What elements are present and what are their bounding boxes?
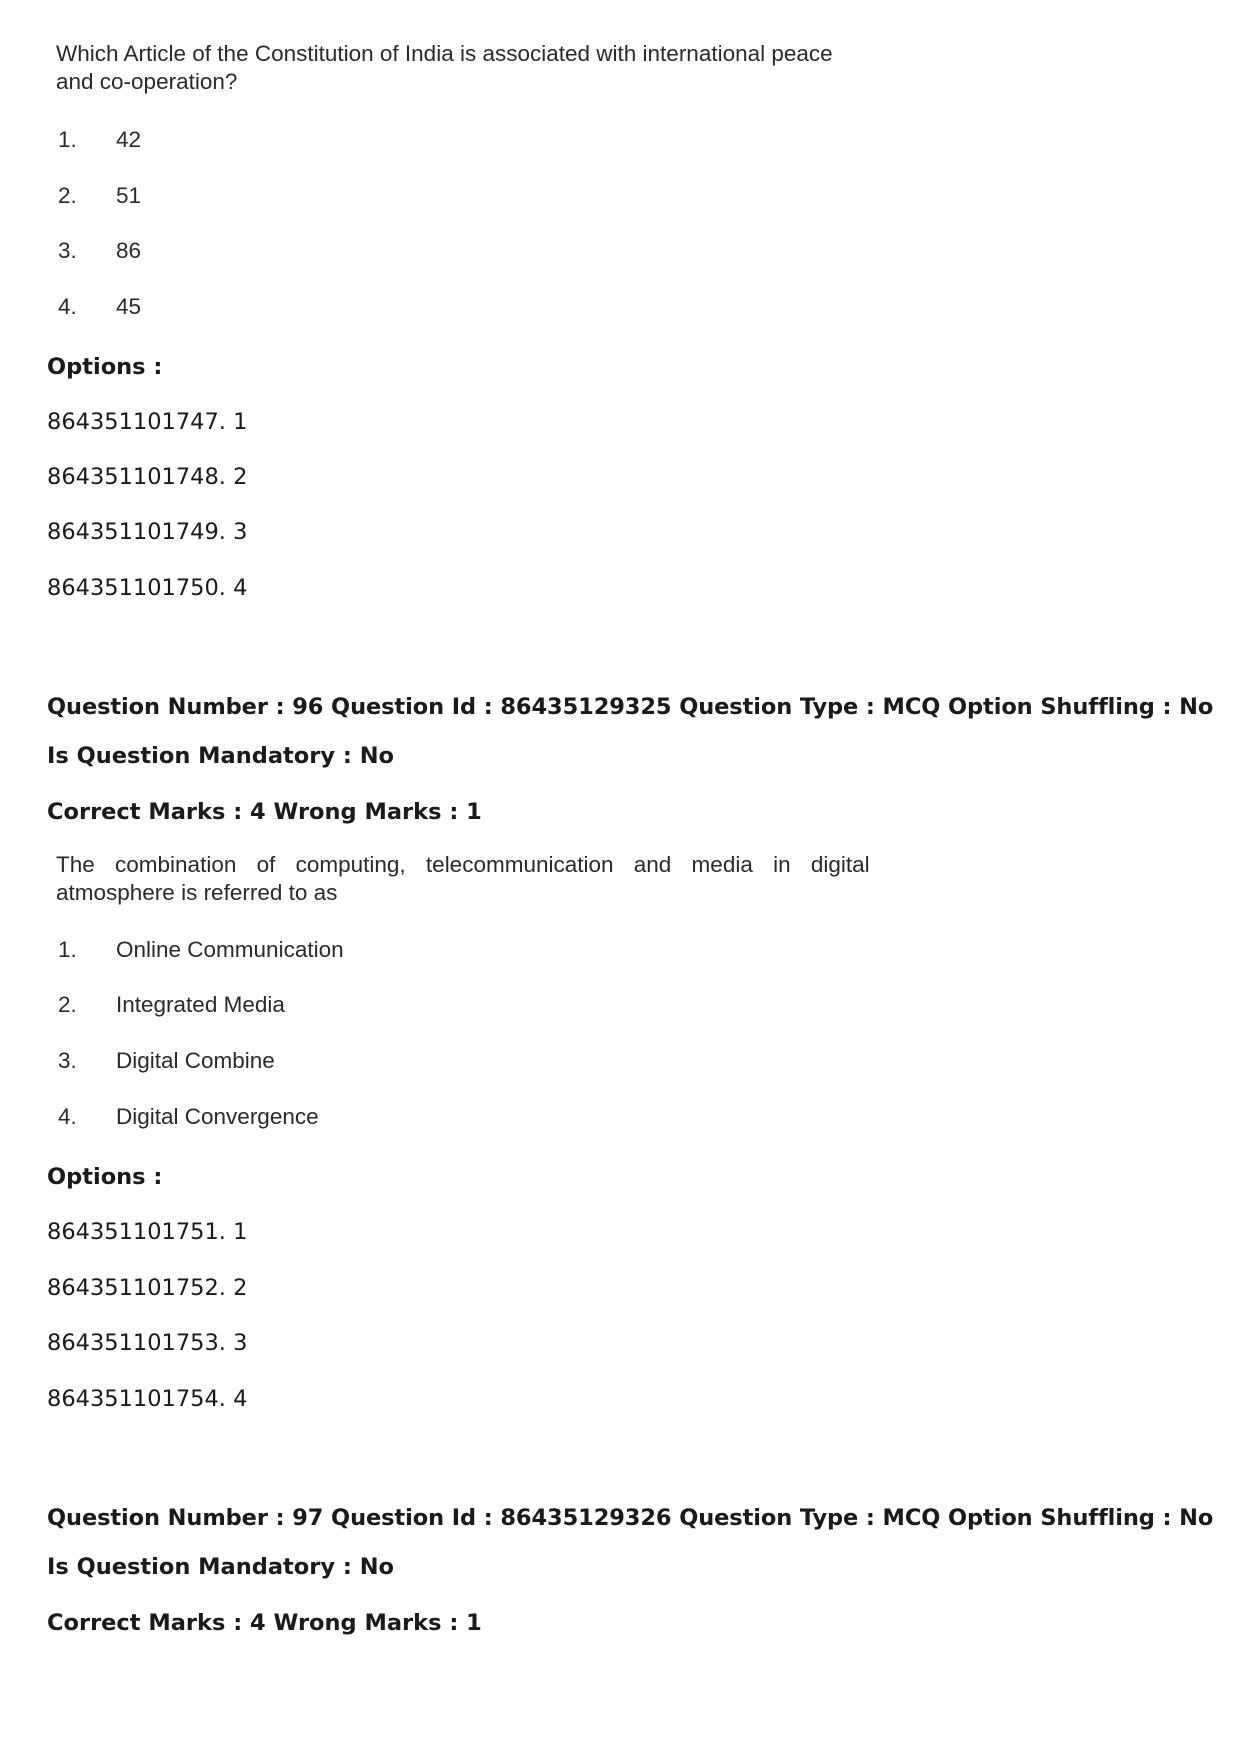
q95-question-image <box>56 40 833 96</box>
q96-choice-2-text: Integrated Media <box>116 992 285 1017</box>
q96-question-text-line-2: atmosphere is referred to as <box>56 880 338 905</box>
q97-mandatory: Is Question Mandatory : No <box>47 1554 394 1580</box>
q96-choice-3-number: 3. <box>58 1048 77 1073</box>
q96-option-1: 864351101751. 1 <box>47 1219 248 1245</box>
q95-option-4: 864351101750. 4 <box>47 575 248 601</box>
q95-option-1: 864351101747. 1 <box>47 409 248 435</box>
q96-choice-3-text: Digital Combine <box>116 1048 275 1073</box>
q95-choice-4-number: 4. <box>58 294 77 319</box>
q95-choice-3-text: 86 <box>116 238 142 263</box>
q95-choice-2-number: 2. <box>58 183 77 208</box>
q95-choice-3-number: 3. <box>58 238 77 263</box>
q96-choice-2-number: 2. <box>58 992 77 1017</box>
q95-choice-3 <box>58 237 141 265</box>
q96-header: Question Number : 96 Question Id : 86435129325 Question Type : MCQ Option Shuffling : No <box>47 694 1214 720</box>
q95-choice-2 <box>58 182 141 210</box>
q96-choice-1-number: 1. <box>58 937 77 962</box>
q96-marks: Correct Marks : 4 Wrong Marks : 1 <box>47 799 482 825</box>
q95-options-label: Options : <box>47 354 163 380</box>
q96-option-3: 864351101753. 3 <box>47 1330 248 1356</box>
q97-header: Question Number : 97 Question Id : 86435129326 Question Type : MCQ Option Shuffling : No <box>47 1505 1214 1531</box>
q96-choice-2 <box>58 991 285 1019</box>
q95-option-2: 864351101748. 2 <box>47 464 248 490</box>
q95-choice-1-text: 42 <box>116 127 142 152</box>
q96-choice-1-text: Online Communication <box>116 937 344 962</box>
q95-question-text-line-1: Which Article of the Constitution of India is associated with international peace <box>56 41 833 66</box>
q95-choice-4-text: 45 <box>116 294 142 319</box>
q95-choice-1-number: 1. <box>58 127 77 152</box>
q95-question-text-line-2: and co-operation? <box>56 69 238 94</box>
q96-options-label: Options : <box>47 1164 163 1190</box>
q97-marks: Correct Marks : 4 Wrong Marks : 1 <box>47 1610 482 1636</box>
q96-question-text-line-1: The combination of computing, telecommunication and media in digital <box>56 852 870 877</box>
q96-choice-3 <box>58 1047 275 1075</box>
q96-option-2: 864351101752. 2 <box>47 1275 248 1301</box>
q96-question-image <box>56 851 870 907</box>
q96-choice-4 <box>58 1103 319 1131</box>
q95-option-3: 864351101749. 3 <box>47 519 248 545</box>
q95-choice-4 <box>58 293 141 321</box>
q96-choice-1 <box>58 936 344 964</box>
q96-choice-4-number: 4. <box>58 1104 77 1129</box>
q96-option-4: 864351101754. 4 <box>47 1386 248 1412</box>
q96-mandatory: Is Question Mandatory : No <box>47 743 394 769</box>
q95-choice-1 <box>58 126 141 154</box>
q96-choice-4-text: Digital Convergence <box>116 1104 319 1129</box>
q95-choice-2-text: 51 <box>116 183 142 208</box>
